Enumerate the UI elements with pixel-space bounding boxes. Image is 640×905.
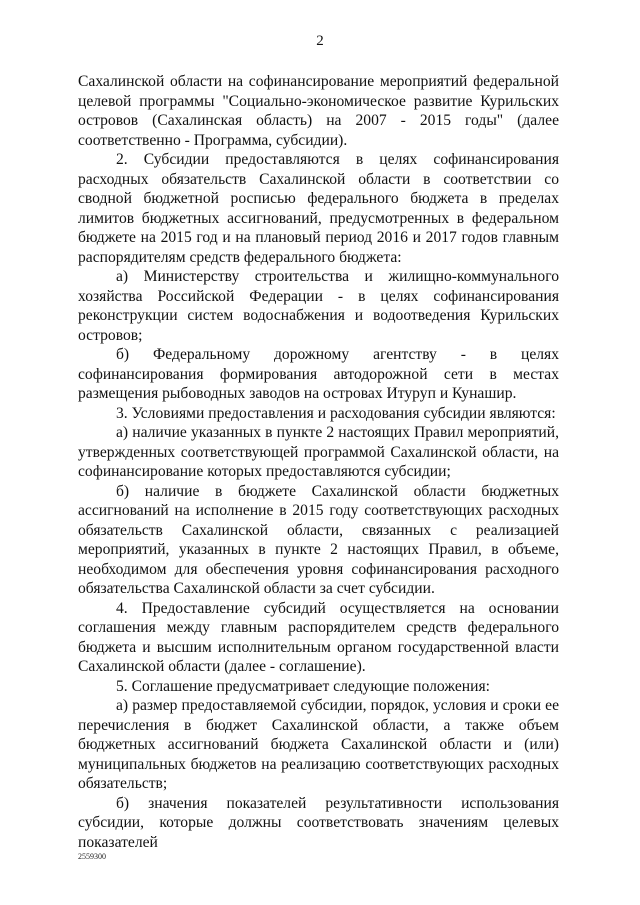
paragraph-item-2b: б) Федеральному дорожному агентству - в целях софинансирования формирования автодорожной сети в местах размещения рыбоводных заводов на островах Итуруп и Кунашир. xyxy=(78,346,559,402)
paragraph-item-5: 5. Соглашение предусматривает следующие положения: xyxy=(116,677,490,695)
paragraph-item-4: 4. Предоставление субсидий осуществляется на основании соглашения между главным распорядителем средств федерального бюджета и высшим исполнительным органом государственной власти Сахалинской области (далее - соглашение). xyxy=(78,599,559,675)
document-code: 2559300 xyxy=(78,852,106,861)
paragraph-item-3b: б) наличие в бюджете Сахалинской области бюджетных ассигнований на исполнение в 2015 году соответствующих расходных обязательств Сахалинской области, связанных с реализацией мероприятий, указанных в пункте 2 настоящих Правил, в объеме, необходимом для обеспечения уровня софинансирования расходного обязательства Сахалинской области за счет субсидии. xyxy=(78,482,559,597)
document-body xyxy=(78,72,559,852)
paragraph-item-5b: б) значения показателей результативности использования субсидии, которые должны соответствовать значениям целевых показателей xyxy=(78,794,559,851)
paragraph-item-5a: а) размер предоставляемой субсидии, порядок, условия и сроки ее перечисления в бюджет Сахалинской области, а также объем бюджетных ассигнований бюджета Сахалинской области и (или) муниципальных бюджетов на реализацию соответствующих расходных обязательств; xyxy=(78,697,559,792)
page-number: 2 xyxy=(316,33,324,49)
paragraph-item-3a: а) наличие указанных в пункте 2 настоящих Правил мероприятий, утвержденных соответствующей программой Сахалинской области, на софинансирование которых предоставляются субсидии; xyxy=(78,424,559,480)
paragraph-continuation: Сахалинской области на софинансирование мероприятий федеральной целевой программы "Социально-экономическое развитие Курильских островов (Сахалинская область) на 2007 - 2015 годы" (далее соответственно - Программа, субсидии). xyxy=(78,73,559,149)
paragraph-item-2: 2. Субсидии предоставляются в целях софинансирования расходных обязательств Сахалинской области в соответствии со сводной бюджетной росписью федерального бюджета в пределах лимитов бюджетных ассигнований, предусмотренных в федеральном бюджете на 2015 год и на плановый период 2016 и 2017 годов главным распорядителям средств федерального бюджета: xyxy=(78,151,559,266)
paragraph-item-2a: а) Министерству строительства и жилищно-коммунального хозяйства Российской Федерации - в целях софинансирования реконструкции систем водоснабжения и водоотведения Курильских островов; xyxy=(78,268,559,344)
paragraph-item-3: 3. Условиями предоставления и расходования субсидии являются: xyxy=(116,404,556,422)
